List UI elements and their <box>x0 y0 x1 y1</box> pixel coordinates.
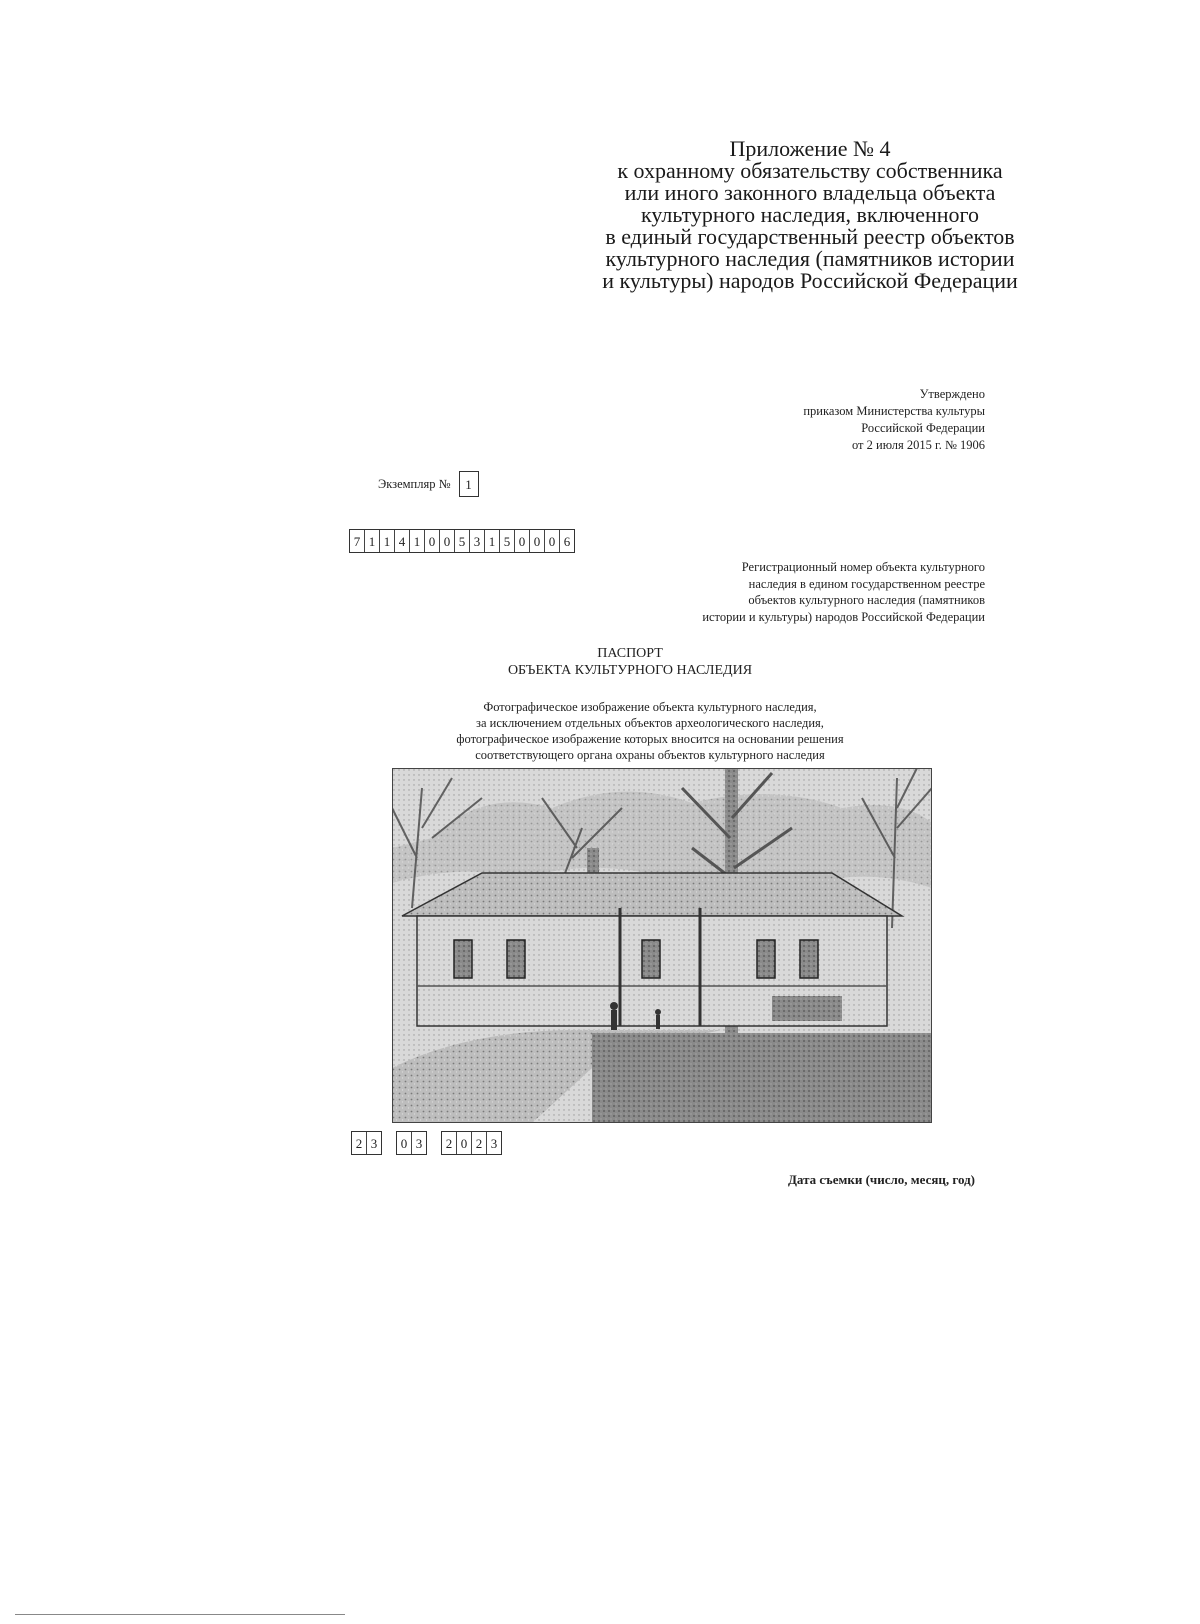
registration-digit: 5 <box>500 530 515 552</box>
appendix-line: культурного наследия (памятников истории <box>605 246 1015 271</box>
date-digit: 0 <box>457 1132 472 1154</box>
registration-digit: 6 <box>563 533 571 549</box>
registration-digit: 5 <box>455 530 470 552</box>
appendix-heading <box>520 138 1100 292</box>
appendix-line: культурного наследия, включенного <box>640 202 979 227</box>
date-digit: 3 <box>415 1135 423 1151</box>
copy-number-row <box>378 470 479 498</box>
photo-flowerbed <box>772 996 842 1021</box>
heritage-building-photo <box>392 768 932 1123</box>
registration-digit: 3 <box>470 530 485 552</box>
shoot-date-caption: Дата съемки (число, месяц, год) <box>787 1172 975 1187</box>
date-digit: 2 <box>442 1132 457 1154</box>
registration-digit: 4 <box>395 530 410 552</box>
registration-digit: 1 <box>380 530 395 552</box>
registration-digit: 1 <box>485 530 500 552</box>
photo-caption <box>380 699 920 763</box>
registration-caption <box>560 559 985 625</box>
registration-digit: 0 <box>515 530 530 552</box>
registration-digit: 7 <box>350 530 365 552</box>
shoot-date-month <box>396 1131 427 1155</box>
registration-number-boxes <box>349 529 575 553</box>
shoot-date-year <box>441 1131 502 1155</box>
approval-line: Российской Федерации <box>861 421 985 435</box>
registration-digit: 1 <box>365 530 380 552</box>
registration-caption-line: объектов культурного наследия (памятников <box>748 593 985 607</box>
registration-digit: 0 <box>530 530 545 552</box>
appendix-line: и культуры) народов Российской Федерации <box>602 268 1018 293</box>
photo-caption-line: фотографическое изображение которых вносится на основании решения <box>456 732 844 746</box>
date-digit: 3 <box>490 1135 498 1151</box>
registration-digit: 0 <box>440 530 455 552</box>
approval-line: от 2 июля 2015 г. № 1906 <box>851 438 985 452</box>
date-digit: 2 <box>472 1132 487 1154</box>
photo-roof <box>402 873 902 916</box>
registration-caption-line: истории и культуры) народов Российской Федерации <box>702 609 985 624</box>
date-digit: 3 <box>370 1135 378 1151</box>
copy-number-digit: 1 <box>465 476 472 492</box>
registration-digit: 0 <box>545 530 560 552</box>
approval-line: приказом Министерства культуры <box>803 404 985 418</box>
approval-line: Утверждено <box>919 387 985 401</box>
photo-caption-line: Фотографическое изображение объекта культурного наследия, <box>483 700 817 714</box>
appendix-line: Приложение № 4 <box>729 136 891 161</box>
copy-number-box <box>459 471 479 497</box>
shoot-date-day <box>351 1131 382 1155</box>
passport-title-line: ПАСПОРТ <box>597 646 663 661</box>
photo-lawn <box>592 1033 932 1123</box>
appendix-line: или иного законного владельца объекта <box>624 180 996 205</box>
registration-digit: 1 <box>410 530 425 552</box>
date-digit: 2 <box>352 1132 367 1154</box>
copy-number-label: Экземпляр № <box>378 476 451 491</box>
registration-caption-line: наследия в едином государственном реестре <box>748 576 985 591</box>
registration-number <box>349 529 575 553</box>
photo-caption-line: за исключением отдельных объектов археологического наследия, <box>476 716 824 730</box>
passport-title-line: ОБЪЕКТА КУЛЬТУРНОГО НАСЛЕДИЯ <box>507 663 753 678</box>
passport-title <box>420 645 840 679</box>
scan-edge-line <box>15 1614 345 1615</box>
approval-note <box>640 386 985 454</box>
photo-caption-line: соответствующего органа охраны объектов культурного наследия <box>475 748 825 762</box>
registration-caption-line: Регистрационный номер объекта культурного <box>741 560 985 574</box>
shoot-date <box>351 1131 502 1155</box>
date-digit: 0 <box>397 1132 412 1154</box>
appendix-line: к охранному обязательству собственника <box>617 158 1003 183</box>
appendix-line: в единый государственный реестр объектов <box>605 224 1015 249</box>
registration-digit: 0 <box>425 530 440 552</box>
